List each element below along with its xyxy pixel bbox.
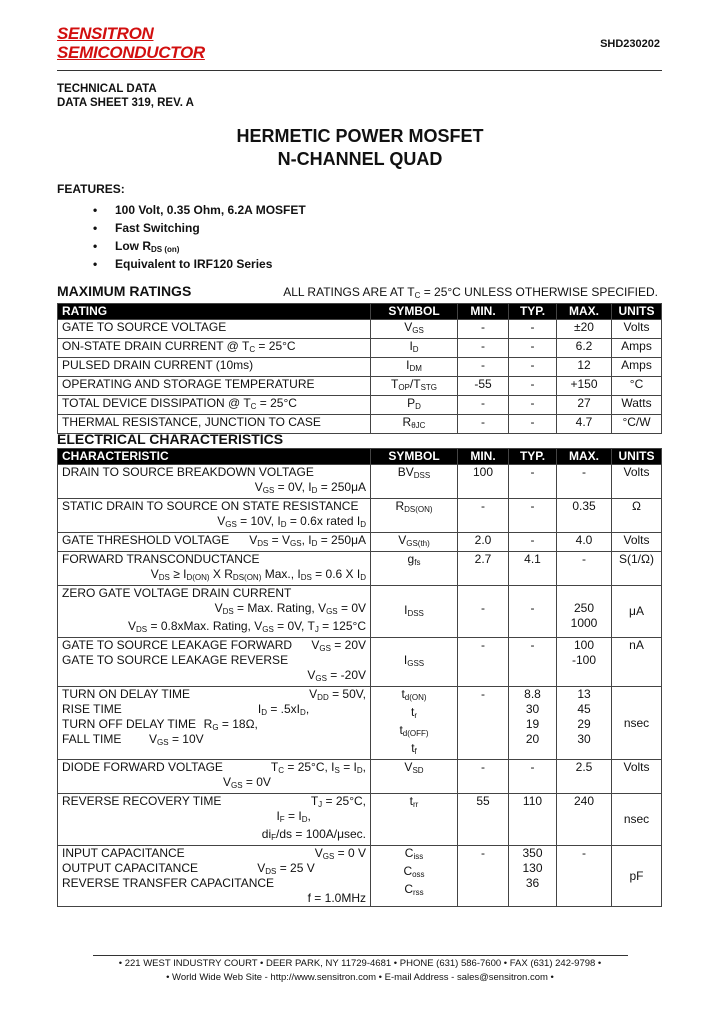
- page-title: [0, 125, 720, 171]
- datasheet-revision: DATA SHEET 319, REV. A: [57, 97, 194, 109]
- max-ratings-table: [57, 303, 662, 434]
- table-row: DIODE FORWARD VOLTAGE $T_C = 25^\circ C$, $I_S = I_D$, $V_{GS} = 0V$ $V_{SD}$ - - 2.5 Volts: [58, 760, 662, 794]
- table-header-row: RATING SYMBOL MIN. TYP. MAX. UNITS: [58, 304, 662, 320]
- technical-data-label: TECHNICAL DATA: [57, 83, 157, 95]
- table-row: STATIC DRAIN TO SOURCE ON STATE RESISTANCE $V_{GS} = 10V$, $I_D = 0.6x$ rated $I_D$ $R_{DS(ON)}$ - - 0.35 Ω: [58, 499, 662, 533]
- technical-data-block: [57, 82, 194, 110]
- table-row: INPUT CAPACITANCE $V_{GS} = 0$ V OUTPUT CAPACITANCE $V_{DS} = 25$ V REVERSE TRANSFER CAPACITANCE f = 1.0MHz $C_{iss}$ $C_{oss}$ $C_{rss}$ - 350 130 36 - pF: [58, 846, 662, 907]
- features-list: [93, 201, 306, 273]
- table-row: GATE TO SOURCE VOLTAGE $V_{GS}$ - - ±20 Volts: [58, 320, 662, 339]
- footer-divider: [93, 955, 628, 956]
- feature-item: • Fast Switching: [93, 219, 306, 237]
- table-row: TURN ON DELAY TIME $V_{DD} = 50V$, RISE TIME $I_D = .5xI_D$, TURN OFF DELAY TIME $R_G = 18\Omega$, FALL TIME $V_{GS} = 10V$ $t_{d(ON)}$ $t_r$ $t_{d(OFF)}$ $t_f$ - 8.8 30 19 20 13 45 29 30 nsec: [58, 687, 662, 760]
- electrical-heading: ELECTRICAL CHARACTERISTICS: [57, 431, 284, 447]
- footer-web: • World Wide Web Site - http://www.sensitron.com • E-mail Address - sales@sensitron.com •: [166, 972, 554, 983]
- table-row: GATE TO SOURCE LEAKAGE FORWARD $V_{GS} = 20V$ GATE TO SOURCE LEAKAGE REVERSE $V_{GS} = -20V$ $I_{GSS}$ - - 100 -100 nA: [58, 638, 662, 687]
- header-divider: [57, 70, 662, 71]
- table-row: OPERATING AND STORAGE TEMPERATURE $T_{OP}/T_{STG}$ -55 - +150 °C: [58, 377, 662, 396]
- table-row: GATE THRESHOLD VOLTAGE $V_{DS} = V_{GS}$, $I_D = 250\mu A$ $V_{GS(th)}$ 2.0 - 4.0 Volts: [58, 533, 662, 552]
- logo-line-2: SEMICONDUCTOR: [57, 43, 205, 62]
- table-row: TOTAL DEVICE DISSIPATION @ $T_C = 25^\circ C$ $P_D$ - - 27 Watts: [58, 396, 662, 415]
- title-line-2: N-CHANNEL QUAD: [277, 149, 443, 169]
- table-row: DRAIN TO SOURCE BREAKDOWN VOLTAGE $V_{GS} = 0V$, $I_D = 250\mu A$ $BV_{DSS}$ 100 - - Volts: [58, 465, 662, 499]
- table-header-row: CHARACTERISTIC SYMBOL MIN. TYP. MAX. UNITS: [58, 449, 662, 465]
- table-row: THERMAL RESISTANCE, JUNCTION TO CASE $R_{\theta JC}$ - - 4.7 °C/W: [58, 415, 662, 434]
- table-row: PULSED DRAIN CURRENT (10ms) $I_{DM}$ - - 12 Amps: [58, 358, 662, 377]
- feature-item: • Low $R_{DS (on)}$: [93, 237, 306, 255]
- feature-item: • Equivalent to IRF120 Series: [93, 255, 306, 273]
- footer-address: • 221 WEST INDUSTRY COURT • DEER PARK, NY 11729-4681 • PHONE (631) 586-7600 • FAX (631) 242-9798 •: [118, 958, 602, 969]
- logo-line-1: SENSITRON: [57, 24, 154, 43]
- footer: [0, 957, 720, 985]
- max-ratings-heading: MAXIMUM RATINGS: [57, 283, 192, 299]
- electrical-table: [57, 448, 662, 907]
- title-line-1: HERMETIC POWER MOSFET: [236, 126, 484, 146]
- table-row: REVERSE RECOVERY TIME $T_J = 25^\circ C$, $I_F = I_D$, $di_F/ds = 100A/\mu\sec$. $t_{rr}$ 55 110 240 nsec: [58, 794, 662, 846]
- document-id: SHD230202: [600, 38, 660, 50]
- table-row: ON-STATE DRAIN CURRENT @ $T_C = 25^\circ C$ $I_D$ - - 6.2 Amps: [58, 339, 662, 358]
- ratings-note: ALL RATINGS ARE AT $T_C = 25^\circ C$ UNLESS OTHERWISE SPECIFIED.: [283, 285, 658, 300]
- feature-item: • 100 Volt, 0.35 Ohm, 6.2A MOSFET: [93, 201, 306, 219]
- table-row: ZERO GATE VOLTAGE DRAIN CURRENT $V_{DS}$ = Max. Rating, $V_{GS} = 0V$ $V_{DS}$ = 0.8xMax. Rating, $V_{GS} = 0V$, $T_J = 125^\circ C$ $I_{DSS}$ - - 250 1000 μA: [58, 586, 662, 638]
- company-logo: [57, 24, 205, 62]
- table-row: FORWARD TRANSCONDUCTANCE $V_{DS} \ge I_{D(ON)}$ X $R_{DS(ON)}$ Max., $I_{DS} = 0.6$ X $I_D$ $g_{fs}$ 2.7 4.1 - S(1/Ω): [58, 552, 662, 586]
- features-heading: FEATURES:: [57, 182, 125, 196]
